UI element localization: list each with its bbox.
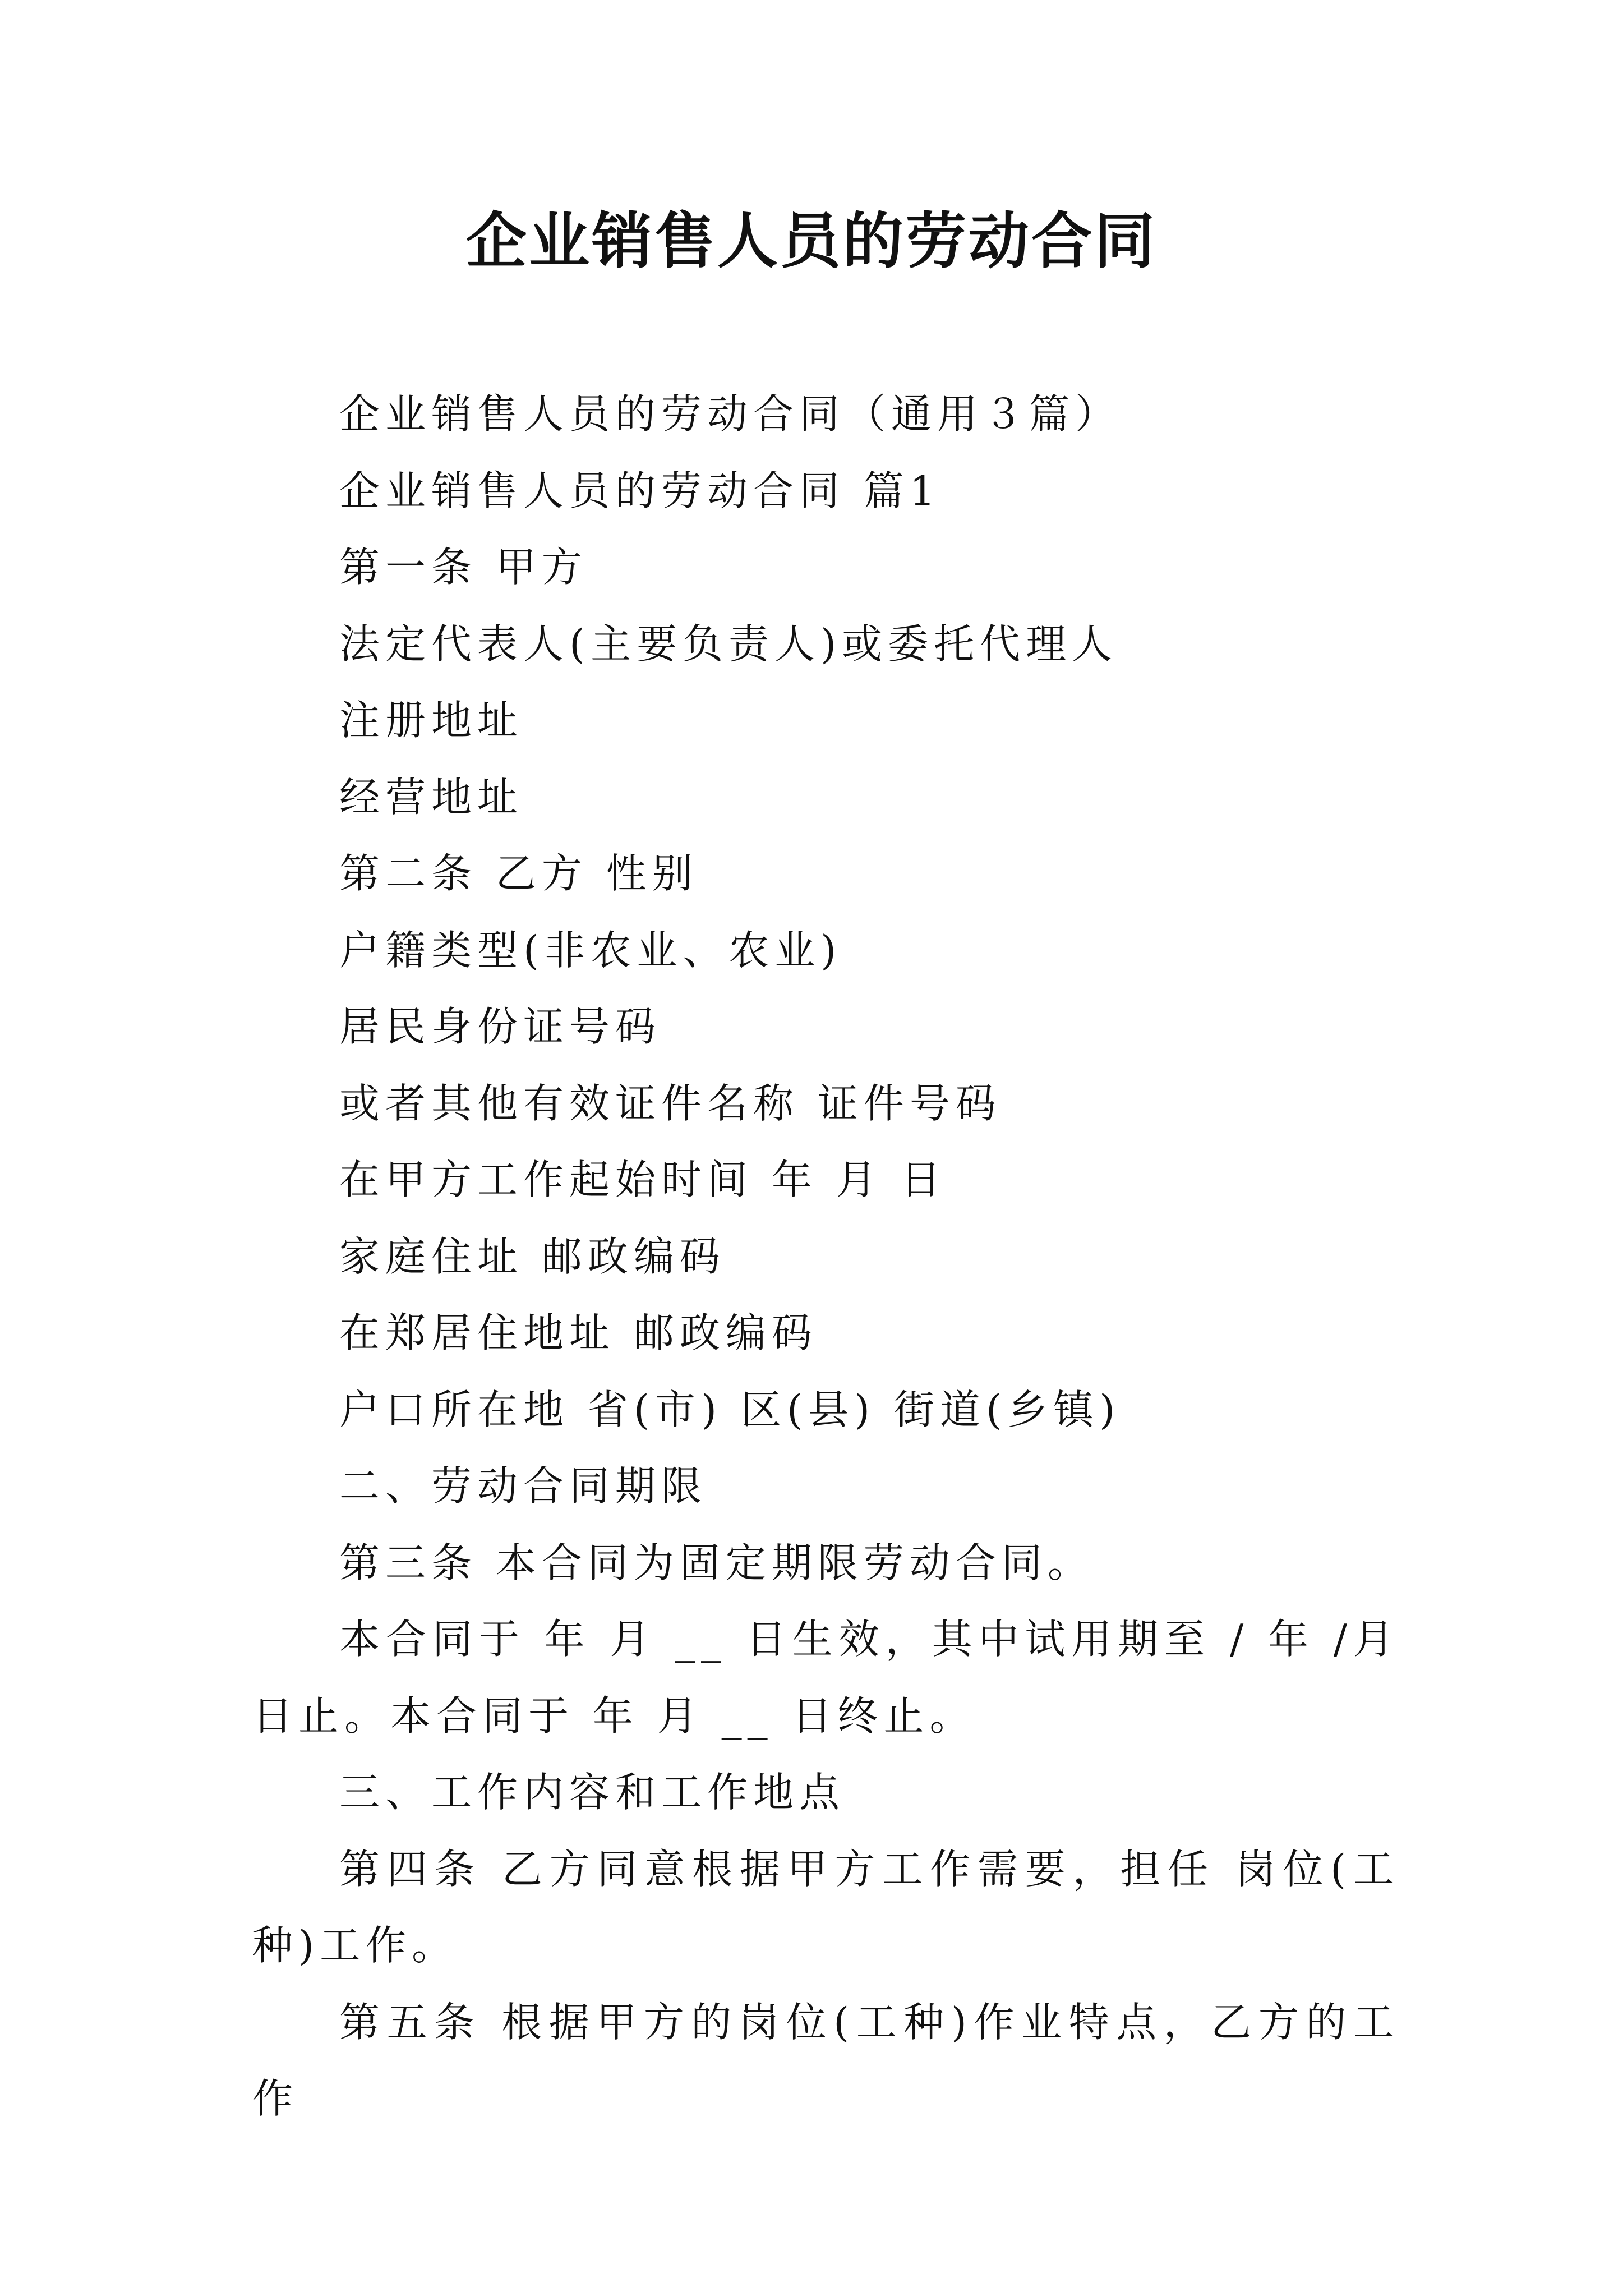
paragraph: 在甲方工作起始时间 年 月 日 (339, 1156, 947, 1203)
paragraph: 二、劳动合同期限 (339, 1462, 708, 1510)
paragraph: 在郑居住地址 邮政编码 (339, 1309, 818, 1356)
paragraph: 居民身份证号码 (339, 1003, 662, 1050)
paragraph: 第五条 根据甲方的岗位(工种)作业特点，乙方的工作 (252, 1998, 1399, 2122)
paragraph: 法定代表人(主要负责人)或委托代理人 (339, 620, 1118, 668)
document-title: 企业销售人员的劳动合同 (465, 206, 1157, 277)
paragraph: 第一条 甲方 (339, 544, 588, 591)
paragraph: 第四条 乙方同意根据甲方工作需要，担任 岗位(工种)工作。 (252, 1845, 1399, 1969)
paragraph: 三、工作内容和工作地点 (339, 1769, 846, 1816)
paragraph: 本合同于 年 月 __ 日生效，其中试用期至 / 年 /月日止。本合同于 年 月 __ 日终止。 (252, 1616, 1399, 1740)
paragraph: 第二条 乙方 性别 (339, 850, 698, 897)
paragraph: 经营地址 (339, 773, 524, 821)
paragraph: 企业销售人员的劳动合同（通用３篇） (339, 390, 1122, 438)
paragraph: 家庭住址 邮政编码 (339, 1232, 726, 1280)
paragraph: 户口所在地 省(市) 区(县) 街道(乡镇) (339, 1386, 1121, 1433)
paragraph: 注册地址 (339, 697, 524, 744)
paragraph: 企业销售人员的劳动合同 篇1 (339, 467, 941, 514)
paragraph: 第三条 本合同为固定期限劳动合同。 (339, 1539, 1094, 1586)
paragraph: 户籍类型(非农业、农业) (339, 926, 842, 974)
document-body (252, 376, 1399, 2137)
paragraph: 或者其他有效证件名称 证件号码 (339, 1079, 1002, 1127)
